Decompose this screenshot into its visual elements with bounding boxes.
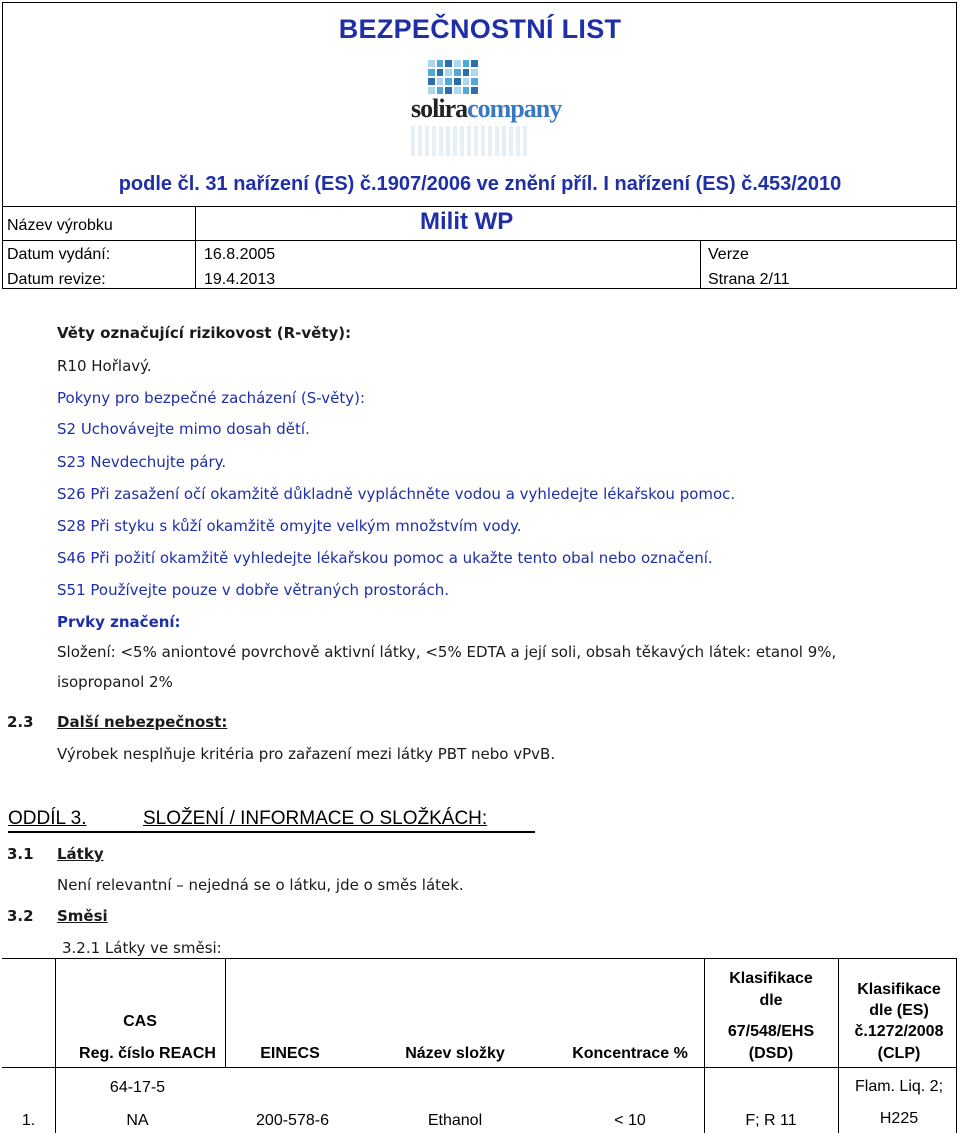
cell-cas: 64-17-5 [109, 1079, 166, 1096]
header-concentration: Koncentrace % [572, 1045, 688, 1062]
cell-concentration: < 10 [614, 1112, 646, 1129]
cell-reach: NA [126, 1112, 149, 1129]
substances-note: Není relevantní – nejedná se o látku, jde o směs látek. [57, 876, 464, 894]
revision-date-label: Datum revize: [7, 271, 106, 288]
subsection-number: 3.1 [7, 845, 34, 863]
header-clp: Klasifikace [857, 981, 941, 998]
header-reach: Reg. číslo REACH [79, 1045, 216, 1062]
header-einecs: EINECS [260, 1045, 320, 1062]
revision-date: 19.4.2013 [204, 271, 276, 288]
s-phrase: S2 Uchovávejte mimo dosah dětí. [57, 420, 310, 438]
other-hazards-text: Výrobek nesplňuje kritéria pro zařazení mezi látky PBT nebo vPvB. [57, 745, 556, 763]
s-phrases-heading: Pokyny pro bezpečné zacházení (S-věty): [57, 389, 366, 407]
s-phrase: S28 Při styku s kůží okamžitě omyjte velkým množstvím vody. [57, 517, 522, 535]
s-phrase: S46 Při požití okamžitě vyhledejte lékařskou pomoc a ukažte tento obal nebo označení. [57, 549, 713, 567]
header-name: Název složky [405, 1045, 505, 1062]
subsection-title: Směsi [57, 907, 108, 925]
issue-date-label: Datum vydání: [7, 246, 111, 263]
cell-clp: H225 [879, 1110, 919, 1127]
cell-dsd: F; R 11 [745, 1112, 797, 1129]
cell-clp: Flam. Liq. 2; [854, 1078, 944, 1095]
header-clp: dle (ES) [869, 1002, 929, 1019]
page-number: Strana 2/11 [708, 271, 790, 288]
header-dsd: (DSD) [748, 1045, 794, 1062]
composition-text-continued: isopropanol 2% [57, 673, 173, 691]
subsection-title: Látky [57, 845, 104, 863]
table-border [2, 958, 957, 959]
composition-text: Složení: <5% aniontové povrchově aktivní látky, <5% EDTA a její soli, obsah těkavých látek: etanol 9%, [57, 643, 837, 661]
header-clp: č.1272/2008 [854, 1023, 944, 1040]
table-border [2, 1067, 957, 1068]
s-phrase: S23 Nevdechujte páry. [57, 453, 227, 471]
r-phrase: R10 Hořlavý. [57, 357, 152, 375]
header-divider [2, 206, 957, 207]
header-column-divider [700, 240, 701, 289]
header-dsd: Klasifikace [729, 970, 813, 987]
logo-reflection [411, 126, 529, 156]
cell-einecs: 200-578-6 [256, 1112, 329, 1129]
s-phrase: S26 Při zasažení očí okamžitě důkladně vypláchněte vodou a vyhledejte lékařskou pomoc. [57, 485, 736, 503]
s-phrase: S51 Používejte pouze v dobře větraných prostorách. [57, 581, 450, 599]
header-column-divider [195, 206, 196, 289]
header-cas: CAS [123, 1013, 157, 1030]
logo-mosaic [428, 60, 478, 94]
row-index: 1. [21, 1112, 36, 1129]
product-name-label: Název výrobku [7, 217, 113, 234]
labeling-heading: Prvky značení: [57, 613, 181, 631]
mixtures-caption: 3.2.1 Látky ve směsi: [62, 939, 222, 957]
regulation-reference: podle čl. 31 nařízení (ES) č.1907/2006 ve znění příl. I nařízení (ES) č.453/2010 [118, 173, 842, 195]
cell-name: Ethanol [427, 1112, 483, 1129]
header-dsd: 67/548/EHS [727, 1023, 815, 1040]
other-hazards-heading: Další nebezpečnost: [57, 713, 228, 731]
table-column-divider [838, 958, 839, 1133]
other-hazards-number: 2.3 [7, 713, 34, 731]
document-title: BEZPEČNOSTNÍ LIST [338, 14, 622, 44]
table-column-divider [704, 958, 705, 1133]
section-number: ODDÍL 3. [8, 808, 87, 829]
header-clp: (CLP) [877, 1045, 921, 1062]
subsection-number: 3.2 [7, 907, 34, 925]
version-label: Verze [708, 246, 749, 263]
r-phrases-heading: Věty označující rizikovost (R-věty): [57, 324, 352, 342]
logo-wordmark: soliracompany [411, 94, 562, 123]
issue-date: 16.8.2005 [204, 246, 276, 263]
header-dsd: dle [759, 992, 783, 1009]
section-rule [8, 831, 535, 833]
section-title: SLOŽENÍ / INFORMACE O SLOŽKÁCH: [143, 808, 488, 829]
header-divider [2, 240, 957, 241]
company-logo [411, 60, 562, 160]
product-name: Milit WP [420, 208, 514, 235]
